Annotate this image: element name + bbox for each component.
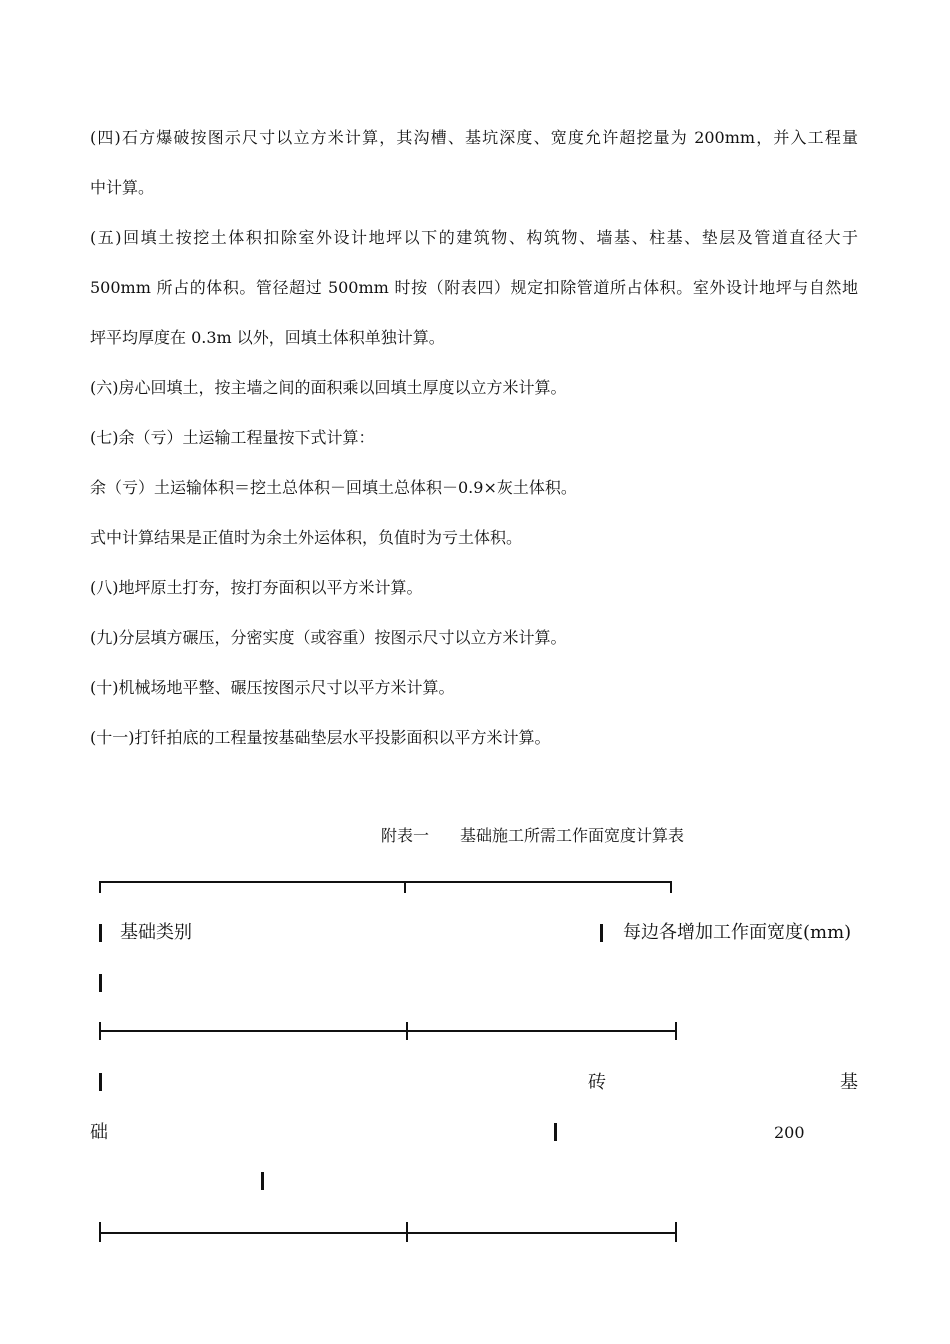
header-left-bar — [99, 924, 102, 942]
table-caption-prefix: 附表一 — [381, 826, 430, 845]
paragraph-4-line-1: (四)石方爆破按图示尺寸以立方米计算，其沟槽、基坑深度、宽度允许超挖量为 200mm，并入工程量 — [90, 128, 858, 147]
paragraph-6: (六)房心回填土，按主墙之间的面积乘以回填土厚度以立方米计算。 — [90, 378, 567, 397]
row1-left-bar — [99, 1073, 102, 1091]
row1-separator-line — [100, 1232, 677, 1234]
paragraph-9: (九)分层填方碾压，分密实度（或容重）按图示尺寸以立方米计算。 — [90, 628, 567, 647]
header-middle-bar — [600, 924, 603, 942]
paragraph-7: (七)余（亏）土运输工程量按下式计算： — [90, 428, 375, 447]
paragraph-4-line-2: 中计算。 — [90, 178, 155, 197]
table-caption-title: 基础施工所需工作面宽度计算表 — [460, 826, 685, 845]
row1-category-part3: 础 — [90, 1122, 108, 1143]
paragraph-7-note: 式中计算结果是正值时为余土外运体积，负值时为亏土体积。 — [90, 528, 523, 547]
paragraph-5-line-3: 坪平均厚度在 0.3m 以外，回填土体积单独计算。 — [90, 328, 445, 347]
paragraph-7-formula: 余（亏）土运输体积＝挖土总体积－回填土总体积－0.9×灰土体积。 — [90, 478, 577, 497]
paragraph-10: (十)机械场地平整、碾压按图示尺寸以平方米计算。 — [90, 678, 455, 697]
header-col-width: 每边各增加工作面宽度(mm) — [623, 922, 852, 943]
header-wrapped-bar — [99, 974, 102, 992]
row1-width-value: 200 — [774, 1123, 805, 1142]
row1-wrapped-bar — [261, 1172, 264, 1190]
row1-category-part2: 基 — [840, 1072, 858, 1093]
row1-separator-right — [675, 1222, 677, 1242]
top-border-left-corner — [99, 881, 101, 893]
top-border-right-corner — [670, 881, 672, 893]
header-separator-right — [675, 1022, 677, 1040]
header-separator-left — [99, 1022, 101, 1040]
paragraph-5-line-2: 500mm 所占的体积。管径超过 500mm 时按（附表四）规定扣除管道所占体积。室外设计地坪与自然地 — [90, 278, 858, 297]
header-separator-line — [100, 1030, 677, 1032]
top-border-line — [100, 881, 672, 883]
paragraph-5-line-1: (五)回填土按挖土体积扣除室外设计地坪以下的建筑物、构筑物、墙基、柱基、垫层及管道直径大于 — [90, 228, 858, 247]
row1-separator-left — [99, 1222, 101, 1242]
top-border-middle-junction — [404, 881, 406, 893]
row1-separator-middle — [406, 1222, 408, 1242]
row1-category-part1: 砖 — [588, 1072, 606, 1093]
paragraph-8: (八)地坪原土打夯，按打夯面积以平方米计算。 — [90, 578, 423, 597]
paragraph-11: (十一)打钎拍底的工程量按基础垫层水平投影面积以平方米计算。 — [90, 728, 551, 747]
header-col-category: 基础类别 — [120, 922, 192, 943]
header-separator-middle — [406, 1022, 408, 1040]
row1-middle-bar — [554, 1123, 557, 1141]
